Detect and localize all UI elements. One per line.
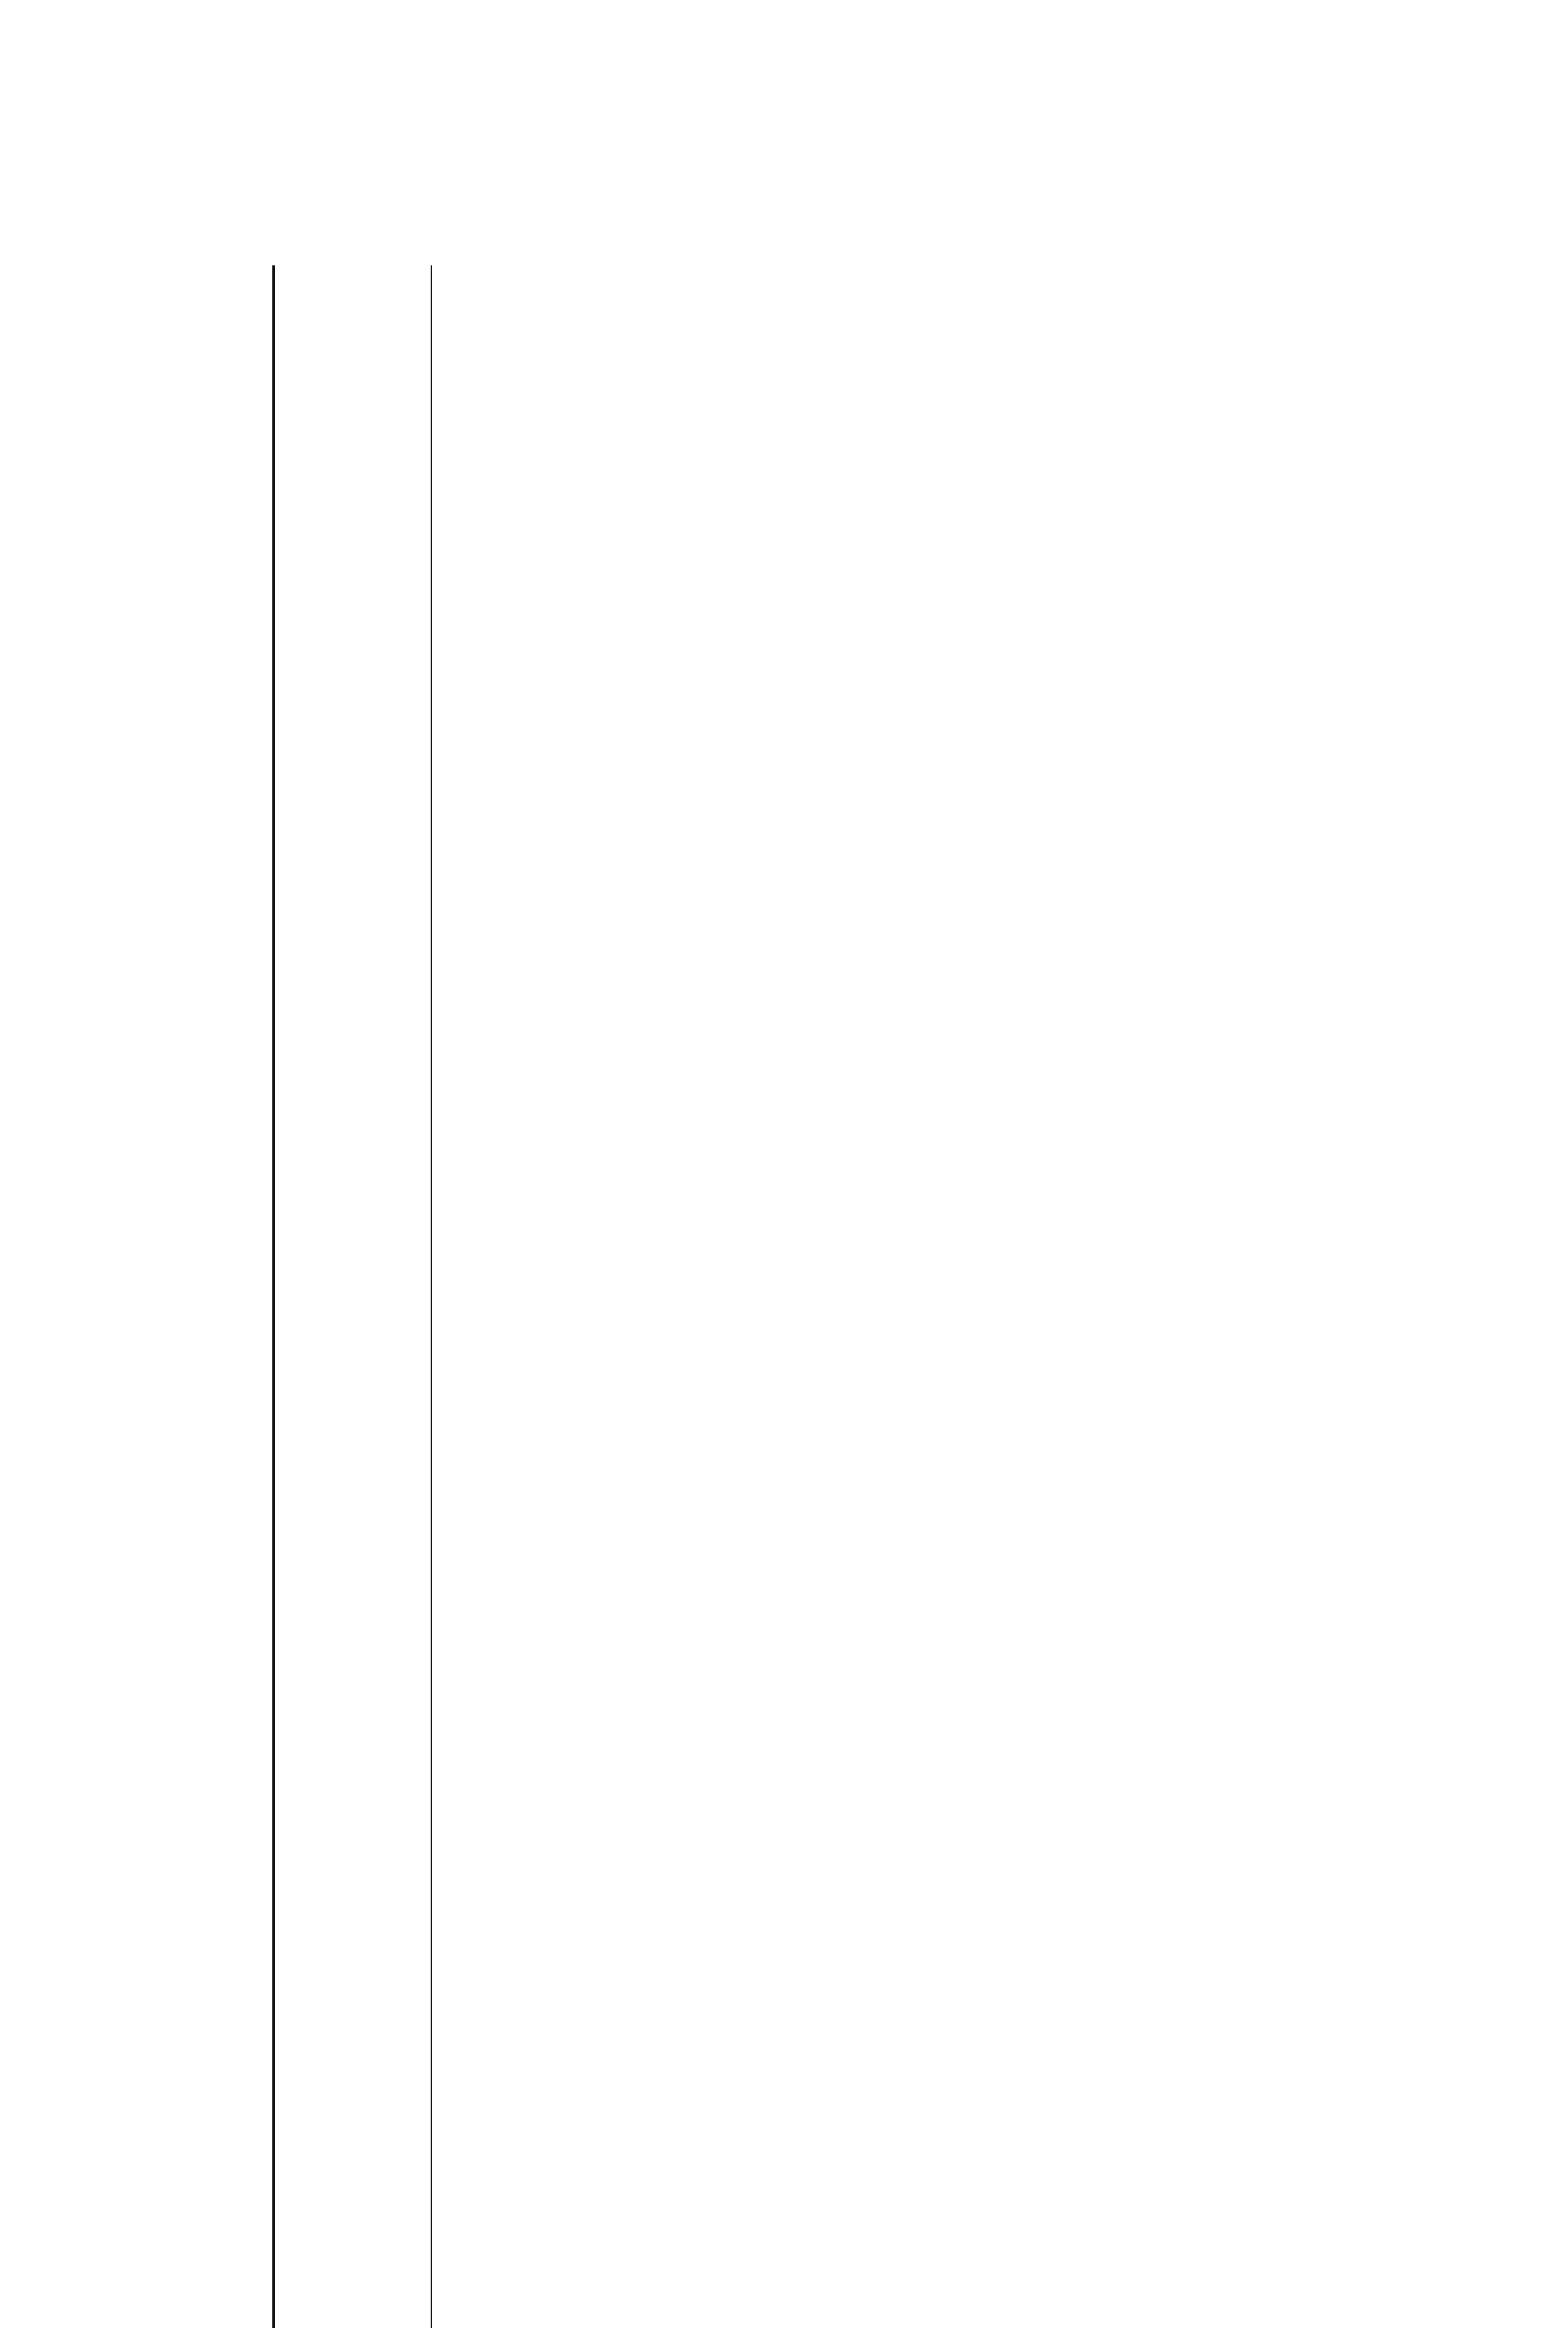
table-top-rule [272,265,275,2328]
header-bottom-rule [431,265,432,2328]
rotated-table-page [130,265,1364,2328]
